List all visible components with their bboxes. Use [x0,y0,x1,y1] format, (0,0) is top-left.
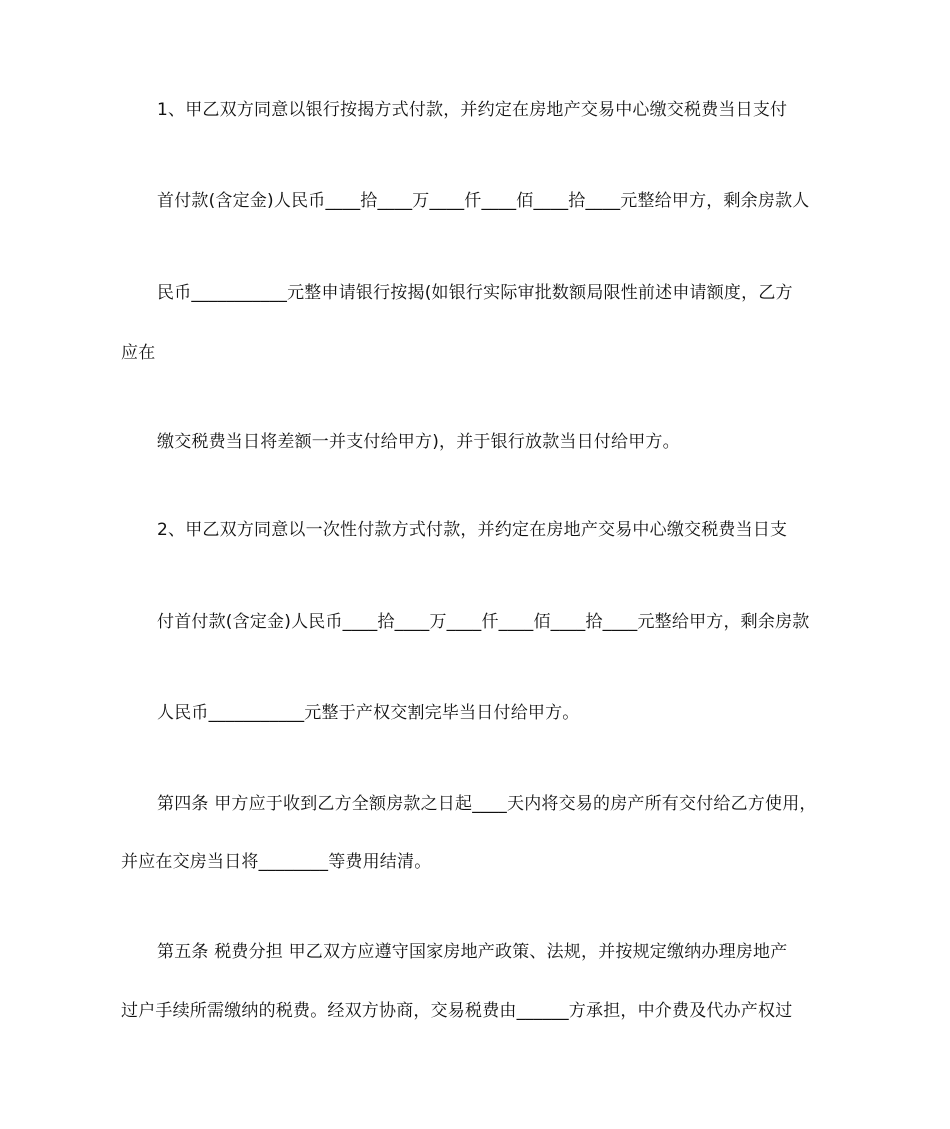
paragraph-line: 缴交税费当日将差额一并支付给甲方)，并于银行放款当日付给甲方。 [157,432,680,452]
paragraph-line: 并应在交房当日将________等费用结清。 [121,852,432,872]
paragraph-line: 付首付款(含定金)人民币____拾____万____仟____佰____拾____元整给甲方，剩余房款 [157,612,810,632]
paragraph-line: 民币___________元整申请银行按揭(如银行实际审批数额局限性前述申请额度，乙方 [157,283,793,303]
article-four-line: 第四条 甲方应于收到乙方全额房款之日起____天内将交易的房产所有交付给乙方使用， [157,794,817,814]
article-five-line: 第五条 税费分担 甲乙双方应遵守国家房地产政策、法规，并按规定缴纳办理房地产 [157,942,788,962]
paragraph-line: 应在 [121,343,156,363]
paragraph-line: 1、甲乙双方同意以银行按揭方式付款，并约定在房地产交易中心缴交税费当日支付 [157,100,788,120]
paragraph-line: 过户手续所需缴纳的税费。经双方协商，交易税费由______方承担，中介费及代办产权过 [121,1001,793,1021]
paragraph-line: 2、甲乙双方同意以一次性付款方式付款，并约定在房地产交易中心缴交税费当日支 [157,520,788,540]
paragraph-line: 人民币___________元整于产权交割完毕当日付给甲方。 [157,703,580,723]
paragraph-line: 首付款(含定金)人民币____拾____万____仟____佰____拾____元整给甲方，剩余房款人 [157,191,810,211]
